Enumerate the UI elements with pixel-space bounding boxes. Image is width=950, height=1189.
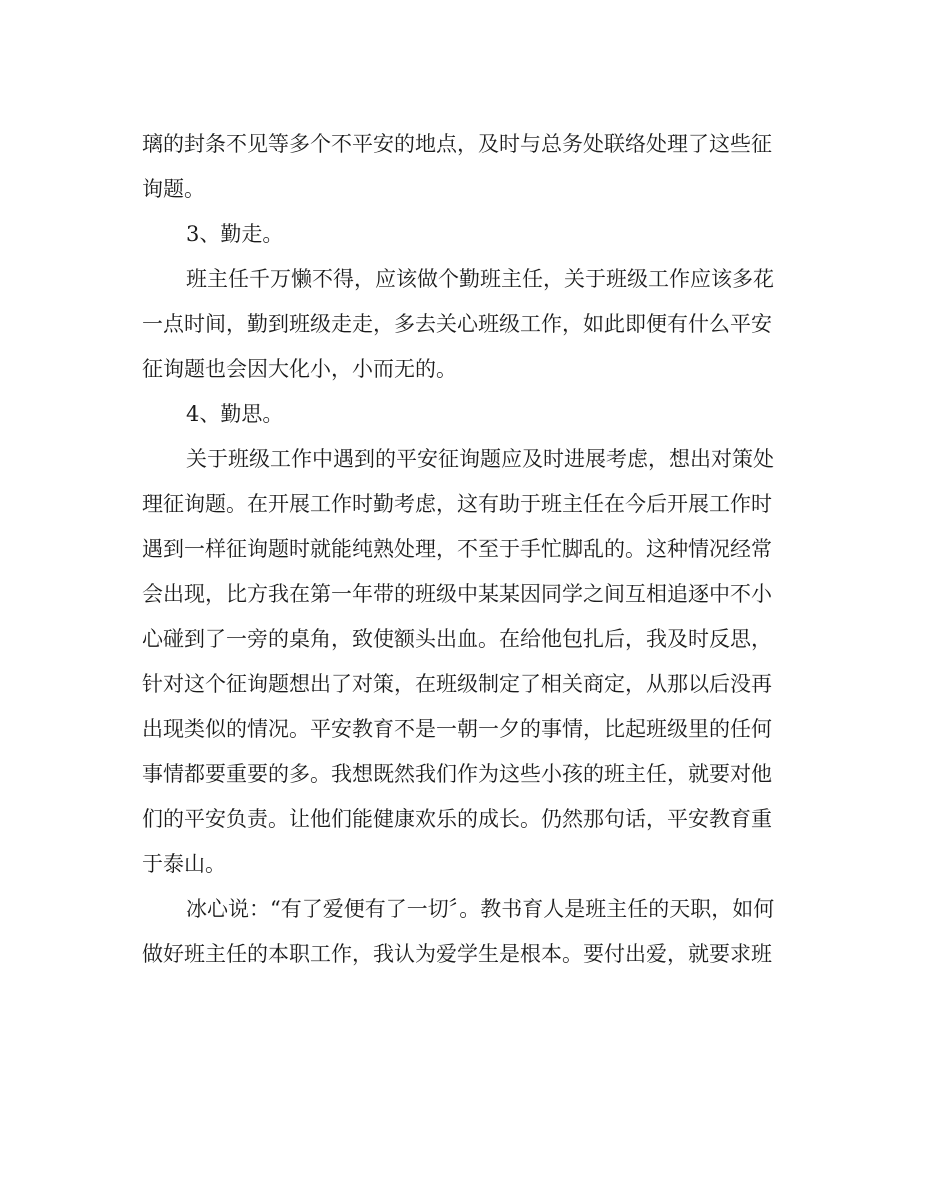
text-line: 做好班主任的本职工作，我认为爱学生是根本。要付出爱，就要求班: [142, 942, 772, 966]
paragraph-first-line: 冰心说：“有了爱便有了一切〞。教书育人是班主任的天职，如何: [186, 897, 775, 921]
text-line: 理征询题。在开展工作时勤考虑，这有助于班主任在今后开展工作时: [142, 492, 772, 516]
text-line: 出现类似的情况。平安教育不是一朝一夕的事情，比起班级里的任何: [142, 717, 772, 741]
document-body: [142, 122, 807, 977]
text-line: 们的平安负责。让他们能健康欢乐的成长。仍然那句话，平安教育重: [142, 807, 772, 831]
text-line: 征询题也会因大化小，小而无的。: [142, 357, 457, 381]
text-line: 会出现，比方我在第一年带的班级中某某因同学之间互相追逐中不小: [142, 582, 772, 606]
paragraph-first-line: 关于班级工作中遇到的平安征询题应及时进展考虑，想出对策处: [186, 447, 774, 471]
text-line: 针对这个征询题想出了对策，在班级制定了相关商定，从那以后没再: [142, 672, 772, 696]
text-line: 于泰山。: [142, 852, 226, 876]
text-line: 心碰到了一旁的桌角，致使额头出血。在给他包扎后，我及时反思，: [142, 627, 772, 651]
text-line: 遇到一样征询题时就能纯熟处理，不至于手忙脚乱的。这种情况经常: [142, 537, 772, 561]
text-line-continuation: 询题。: [142, 177, 205, 201]
text-line: 一点时间，勤到班级走走，多去关心班级工作，如此即便有什么平安: [142, 312, 772, 336]
text-line-continuation: 璃的封条不见等多个不平安的地点，及时与总务处联络处理了这些征: [142, 132, 772, 156]
section-heading-4: 4、勤思。: [186, 402, 284, 426]
text-line: 事情都要重要的多。我想既然我们作为这些小孩的班主任，就要对他: [142, 762, 772, 786]
paragraph-first-line: 班主任千万懒不得，应该做个勤班主任，关于班级工作应该多花: [186, 267, 774, 291]
section-heading-3: 3、勤走。: [186, 222, 284, 246]
